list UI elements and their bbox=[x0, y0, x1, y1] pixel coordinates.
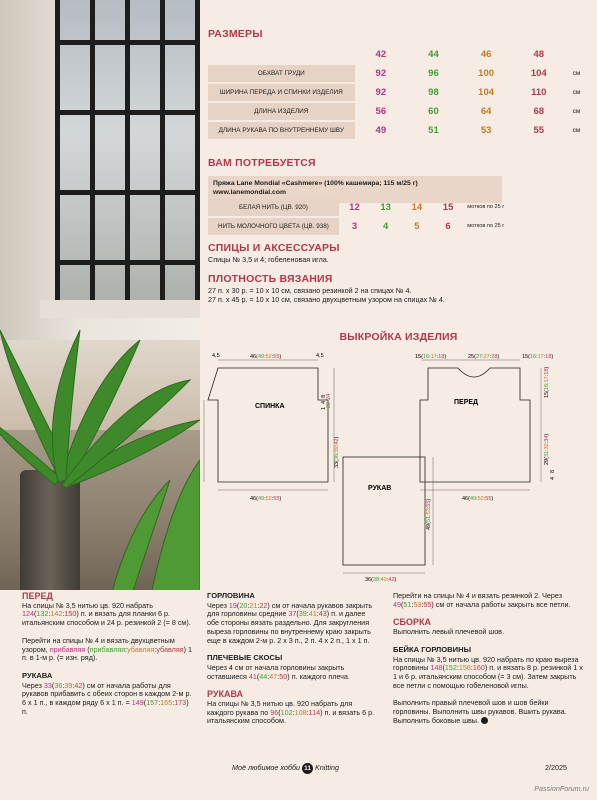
paren-open: ( bbox=[426, 522, 432, 524]
sep: : bbox=[436, 354, 439, 360]
size-value: 33 bbox=[43, 680, 52, 690]
table-cell: 14 bbox=[411, 202, 423, 213]
size-value: 46 bbox=[250, 354, 257, 360]
table-cell: 3 bbox=[351, 221, 358, 232]
sep: : bbox=[271, 354, 274, 360]
sep: : bbox=[264, 496, 266, 502]
yarn-table bbox=[208, 197, 508, 237]
paren-open: ( bbox=[544, 457, 550, 459]
text-run: На спицы № 3,5 нитью цв. 920 набрать bbox=[22, 600, 153, 610]
size-value: 4 bbox=[321, 400, 327, 404]
dim-sleeve-bottom bbox=[365, 577, 396, 583]
paren-close: ) bbox=[334, 436, 340, 439]
table-cell: 13 bbox=[380, 202, 391, 213]
gauge-title: ПЛОТНОСТЬ ВЯЗАНИЯ bbox=[208, 273, 333, 285]
front-paragraph: На спицы № 3,5 нитью цв. 920 набрать 124(132:142:150) п. и вязать для планки 6 р. итальянским способом и 24 р. резинкой 2 (= 8 см). bbox=[22, 600, 191, 628]
sep: : bbox=[536, 354, 538, 360]
table-cell: 68 bbox=[533, 106, 545, 117]
front-label: ПЕРЕД bbox=[454, 399, 479, 406]
text-run: На спицы № 3,5 нитью цв. 920 набрать по краю выреза горловины bbox=[393, 654, 579, 673]
text-run: п. и вязать 8 р. резинкой 1 х 1 и 6 р. итальянским способом (= 3 см). Затем закрыть все петли с помощью гобеленовой иглы. bbox=[393, 663, 583, 690]
sep: : bbox=[429, 354, 431, 360]
size-value: 16 bbox=[544, 383, 550, 391]
size-value: 114 bbox=[308, 707, 321, 717]
size-value: 17 bbox=[544, 376, 550, 383]
row-label: НИТЬ МОЛОЧНОГО ЦВЕТА (ЦВ. 938) bbox=[208, 218, 339, 235]
size-header: 48 bbox=[533, 49, 545, 60]
dim-back-left bbox=[334, 437, 340, 468]
size-value: 1 bbox=[321, 406, 327, 410]
shoulder-heading: ПЛЕЧЕВЫЕ СКОСЫ bbox=[207, 653, 283, 663]
size-value: 42 bbox=[388, 577, 395, 583]
size-value: 152 bbox=[444, 663, 457, 673]
size-value: 50 bbox=[279, 671, 288, 681]
column-1 bbox=[22, 592, 194, 725]
size-value: 36 bbox=[365, 577, 372, 583]
size-value: 17 bbox=[537, 354, 544, 360]
paren-close: ) bbox=[497, 354, 500, 360]
text-run: 1 п. в 1-м р. (= изн. ряд). bbox=[22, 644, 193, 663]
footer-magazine bbox=[232, 763, 339, 774]
size-value: 53 bbox=[413, 599, 422, 609]
yarn-url: www.lanemondial.com bbox=[213, 189, 287, 196]
sep: : bbox=[334, 452, 340, 454]
size-value: 148 bbox=[430, 663, 443, 673]
sleeve-paragraph: На спицы № 3,5 нитью цв. 920 набрать для каждого рукава по 96(102:108:114) п. и вязать 6 р. итальянским способом. bbox=[207, 699, 375, 726]
table-cell: 6 bbox=[445, 221, 451, 232]
size-value: 37 bbox=[288, 609, 297, 619]
size-value: 142 bbox=[50, 609, 63, 619]
paren-close: ) bbox=[279, 496, 282, 502]
paren-close: ) bbox=[551, 354, 554, 360]
size-value: 52 bbox=[265, 496, 272, 502]
sizes-title: РАЗМЕРЫ bbox=[208, 28, 263, 40]
dim-back-right bbox=[326, 394, 332, 408]
size-value: 27 bbox=[483, 354, 490, 360]
size-value: 124 bbox=[22, 609, 34, 619]
gauge-line1: 27 п. х 30 р. = 10 х 10 см, связано резинкой 2 на спицах № 4. bbox=[208, 286, 412, 295]
back-label: СПИНКА bbox=[255, 403, 285, 410]
size-value: 108 bbox=[294, 707, 307, 717]
table-cell: 110 bbox=[531, 87, 547, 98]
size-value: 16 bbox=[422, 354, 430, 360]
column-3 bbox=[393, 592, 583, 734]
table-cell: 96 bbox=[428, 68, 439, 79]
table-cell: 49 bbox=[375, 125, 387, 136]
text-run: см от начала работы закрыть все петли. bbox=[435, 599, 571, 609]
unit-cell: см bbox=[572, 108, 581, 115]
size-value: 49 bbox=[426, 523, 432, 530]
size-value: 25 bbox=[468, 354, 475, 360]
text-run: Перейти на спицы № 4 и вязать резинкой 2. Через bbox=[393, 591, 562, 600]
size-value: 102 bbox=[280, 707, 293, 717]
paren-open: ( bbox=[256, 354, 258, 360]
text-run: На спицы № 3,5 нитью цв. 920 набрать для каждого рукава по bbox=[207, 699, 353, 717]
sep: : bbox=[426, 506, 432, 509]
paren-open: ( bbox=[468, 496, 470, 502]
table-cell: 92 bbox=[375, 87, 387, 98]
sizes-table bbox=[208, 44, 588, 141]
size-value: 40 bbox=[380, 577, 387, 583]
paren-close: ) bbox=[279, 354, 282, 360]
size-value: 28 bbox=[491, 354, 498, 360]
size-value: 33 bbox=[334, 461, 340, 468]
unit-cell: см bbox=[572, 89, 581, 96]
dim-back-top bbox=[250, 354, 281, 360]
unit-cell: см bbox=[572, 70, 581, 77]
size-value: 34 bbox=[544, 435, 550, 442]
paren-close: ) bbox=[394, 577, 397, 583]
paren-close: ) bbox=[426, 498, 432, 501]
size-value: 42 bbox=[334, 438, 340, 445]
assembly-paragraph: Выполнить левый плечевой шов. bbox=[393, 627, 505, 637]
size-value: 21 bbox=[249, 600, 258, 610]
sep: : bbox=[483, 496, 486, 502]
dim-front-tr bbox=[522, 354, 553, 360]
text-run: убавляя bbox=[127, 644, 155, 654]
band-paragraph-2 bbox=[393, 699, 583, 725]
sep: : bbox=[544, 449, 550, 451]
dim-front-bottom bbox=[462, 496, 493, 502]
magazine-brand: Knitting bbox=[315, 763, 339, 772]
table-cell: 5 bbox=[414, 221, 420, 232]
text-run: убавляя bbox=[156, 644, 184, 654]
back-outline bbox=[208, 368, 328, 482]
dim-front-right-a bbox=[544, 367, 550, 398]
size-value: 17 bbox=[430, 354, 437, 360]
paren-close: ) bbox=[544, 366, 550, 369]
size-value: 149 bbox=[131, 698, 144, 708]
pattern-schematic bbox=[200, 340, 597, 585]
size-value: 22 bbox=[326, 401, 332, 408]
dim-sleeve-right bbox=[426, 499, 432, 530]
needles-text: Спицы № 3,5 и 4; гобеленовая игла. bbox=[208, 255, 329, 264]
size-value: 15 bbox=[522, 354, 529, 360]
dim-front-tc bbox=[468, 354, 499, 360]
size-value: 20 bbox=[239, 600, 248, 610]
size-value: 31 bbox=[544, 450, 550, 458]
paren-open: ( bbox=[421, 354, 423, 360]
size-value: 24 bbox=[326, 393, 332, 400]
band-paragraph: На спицы № 3,5 нитью цв. 920 набрать по краю выреза горловины 148(152:156:160) п. и вязать 8 р. резинкой 1 х 1 и 6 р. итальянским способом (= 3 см). Затем закрыть все петли с помощью гобеленовой иглы. bbox=[393, 654, 583, 690]
sizes-header-row bbox=[208, 46, 588, 63]
paren-open: ( bbox=[544, 390, 550, 392]
size-value: 49 bbox=[257, 496, 265, 502]
table-cell: 12 bbox=[349, 202, 360, 213]
size-value: 41 bbox=[308, 609, 317, 619]
photo-interior bbox=[0, 0, 200, 590]
size-value: 132 bbox=[36, 609, 49, 619]
table-row bbox=[208, 218, 508, 235]
size-header: 46 bbox=[480, 49, 492, 60]
size-value: 42 bbox=[74, 680, 83, 690]
size-value: 16 bbox=[529, 354, 537, 360]
text-run: п. и вязать для планки 6 р. итальянским способом и 24 р. резинкой 2 (= 8 см). bbox=[22, 609, 191, 628]
band-heading: БЕЙКА ГОРЛОВИНЫ bbox=[393, 644, 472, 654]
size-value: 36 bbox=[54, 680, 63, 690]
size-value: 15 bbox=[544, 391, 550, 398]
text-run: п. и вязать 6 р. итальянским способом. bbox=[207, 707, 375, 726]
table-cell: 64 bbox=[480, 106, 492, 117]
size-value: 51 bbox=[426, 515, 432, 523]
size-value: 29 bbox=[544, 458, 550, 465]
paren-close: ) bbox=[544, 433, 550, 436]
text-run: Выполнить правый плечевой шов и шов бейки горловины. Выполнить швы рукавов. Вшить рукава. Выполнить боковые швы. bbox=[393, 698, 567, 725]
blank-cell bbox=[565, 46, 588, 63]
size-value: 49 bbox=[257, 354, 265, 360]
table-cell: 60 bbox=[428, 106, 439, 117]
watermark: PassionForum.ru bbox=[534, 784, 589, 793]
size-value: 22 bbox=[259, 600, 268, 610]
text-run: Перейти на спицы № 4 и вязать двухцветным узором, bbox=[22, 635, 175, 654]
paren-open: ( bbox=[256, 496, 258, 502]
paren-open: ( bbox=[334, 460, 340, 462]
sleeve-heading: РУКАВА bbox=[207, 689, 244, 700]
size-value: 53 bbox=[426, 508, 432, 515]
materials-title: ВАМ ПОТРЕБУЕТСЯ bbox=[208, 157, 316, 169]
text-run: п. каждого плеча. bbox=[291, 671, 350, 681]
size-value: 55 bbox=[485, 496, 492, 502]
size-value: 47 bbox=[269, 671, 278, 681]
unit-cell: мотков по 25 г bbox=[467, 223, 505, 230]
text-run: п. bbox=[22, 706, 28, 716]
size-value: 46 bbox=[462, 496, 469, 502]
row-label: ДЛИНА РУКАВА ПО ВНУТРЕННЕМУ ШВУ bbox=[208, 122, 355, 139]
table-cell: 98 bbox=[428, 87, 439, 98]
dim-front-right-b bbox=[544, 434, 550, 465]
table-cell: 51 bbox=[428, 125, 439, 136]
text-run: Через bbox=[207, 600, 227, 610]
table-cell: 104 bbox=[478, 87, 495, 98]
schematic-title: ВЫКРОЙКА ИЗДЕЛИЯ bbox=[339, 331, 458, 343]
neck-heading: ГОРЛОВИНА bbox=[207, 591, 255, 600]
size-value: 18 bbox=[438, 354, 445, 360]
dim-back-side-right: 4,5 bbox=[316, 353, 324, 359]
sep: : bbox=[544, 382, 550, 384]
table-row bbox=[208, 103, 588, 120]
size-value: 19 bbox=[228, 600, 237, 610]
paren-open: ( bbox=[528, 354, 530, 360]
size-value: 39 bbox=[64, 680, 73, 690]
sep: : bbox=[379, 577, 381, 583]
size-value: 4 bbox=[550, 476, 556, 480]
size-value: 32 bbox=[544, 443, 550, 450]
size-value: 51 bbox=[403, 599, 412, 609]
dim-back-bottom bbox=[250, 496, 281, 502]
gauge-line2: 27 п. х 45 р. = 10 х 10 см, связано двухцветным узором на спицах № 4. bbox=[208, 295, 445, 304]
table-row bbox=[208, 84, 588, 101]
assembly-heading: СБОРКА bbox=[393, 617, 431, 628]
needles-title: СПИЦЫ И АКСЕССУАРЫ bbox=[208, 242, 340, 254]
arm-paragraph: Через 33(36:39:42) см от начала работы для рукавов прибавить с обеих сторон в каждом 2-м р. 6 х 1 п., в каждом ряду 6 х 1 п. = 149(157:165:173) п. bbox=[22, 680, 192, 716]
size-value: 46 bbox=[250, 496, 257, 502]
dim-front-tl bbox=[415, 354, 446, 360]
paren-close: ) bbox=[444, 354, 447, 360]
table-row bbox=[208, 199, 508, 216]
paren-close: ) bbox=[491, 496, 494, 502]
text-run: прибавляя bbox=[89, 644, 126, 654]
blank-cell bbox=[208, 46, 355, 63]
size-value: 43 bbox=[318, 609, 327, 619]
text-run: Через 4 см от начала горловины закрыть оставшиеся bbox=[207, 662, 345, 681]
front-paragraph-2: Перейти на спицы № 4 и вязать двухцветным узором, прибавляя (прибавляя:убавляя:убавляя) 1 п. в 1-м р. (= изн. ряд). bbox=[22, 635, 193, 663]
size-value: 36 bbox=[334, 453, 340, 461]
size-value: 150 bbox=[64, 609, 77, 619]
sep: : bbox=[271, 496, 274, 502]
size-value: 41 bbox=[248, 671, 257, 681]
size-value: 165 bbox=[160, 698, 173, 708]
size-header: 42 bbox=[375, 49, 387, 60]
text-run: см от начала рукавов закрыть для горловины средние bbox=[207, 600, 373, 619]
unit-cell: мотков по 25 г bbox=[467, 204, 505, 211]
sleeve-label: РУКАВ bbox=[368, 485, 392, 492]
table-cell: 15 bbox=[442, 202, 454, 213]
row-label: ОБХВАТ ГРУДИ bbox=[208, 65, 355, 82]
sleeve-outline bbox=[343, 457, 425, 565]
page-number: 11 bbox=[302, 763, 313, 774]
sep: : bbox=[482, 354, 484, 360]
size-value: 157 bbox=[146, 698, 159, 708]
size-value: 55 bbox=[273, 354, 280, 360]
table-row bbox=[208, 65, 588, 82]
sep: : bbox=[426, 514, 432, 516]
yarn-name: Пряжа Lane Mondial «Cashmere» (100% кашемира; 115 м/25 г) bbox=[213, 180, 418, 187]
front-heading: ПЕРЕД bbox=[22, 591, 53, 601]
dim-front-right-c bbox=[550, 470, 556, 480]
size-value: 96 bbox=[270, 707, 279, 717]
size-value: 8 bbox=[550, 469, 556, 473]
sep: : bbox=[489, 354, 492, 360]
size-value: 160 bbox=[472, 663, 485, 673]
table-cell: 55 bbox=[533, 125, 545, 136]
row-label: ШИРИНА ПЕРЕДА И СПИНКИ ИЗДЕЛИЯ bbox=[208, 84, 355, 101]
sep: : bbox=[476, 496, 478, 502]
size-value: 39 bbox=[298, 609, 307, 619]
size-value: 44 bbox=[259, 671, 268, 681]
unit-cell: см bbox=[572, 127, 581, 134]
front-outline bbox=[420, 368, 530, 482]
size-value: 15 bbox=[415, 354, 422, 360]
table-row bbox=[208, 122, 588, 139]
sep: : bbox=[334, 444, 340, 447]
neck-paragraph: Через 19(20:21:22) см от начала рукавов закрыть для горловины средние 37(39:41:43) п. и далее обе стороны вязать раздельно. Для закругления выреза горловины по внутреннему краю закрыть еще в каждом 2-м р. 2 х 3 п., 2 п. 4 х 2 п., 1 х 1 п. bbox=[207, 600, 373, 645]
sep: : bbox=[544, 441, 550, 444]
table-cell: 100 bbox=[478, 68, 495, 79]
text-run: см от начала работы для рукавов прибавить с обеих сторон в каждом 2-м р. 6 х 1 п., в каждом ряду 6 х 1 п. = bbox=[22, 680, 192, 708]
size-value: 18 bbox=[544, 368, 550, 375]
paren-open: ( bbox=[371, 577, 373, 583]
text-run: Через bbox=[22, 680, 42, 690]
sep: : bbox=[544, 374, 550, 377]
size-value: 55 bbox=[426, 500, 432, 507]
text-run: п. и далее обе стороны вязать раздельно. Для закругления выреза горловины по внутреннему краю закрыть еще в каждом 2-м р. 2 х 3 п., 2 п. 4 х 2 п., 1 х 1 п. bbox=[207, 609, 371, 645]
size-value: 173 bbox=[174, 698, 187, 708]
sep: : bbox=[386, 577, 389, 583]
size-value: 8 bbox=[321, 394, 327, 398]
table-cell: 56 bbox=[375, 106, 387, 117]
size-value: 55 bbox=[423, 599, 432, 609]
size-value: 49 bbox=[469, 496, 477, 502]
row-label: ДЛИНА ИЗДЕЛИЯ bbox=[208, 103, 355, 120]
footer-issue: 2/2025 bbox=[545, 763, 567, 772]
shoulder-paragraph: Через 4 см от начала горловины закрыть оставшиеся 41(44:47:50) п. каждого плеча. bbox=[207, 662, 350, 681]
sep: : bbox=[264, 354, 266, 360]
table-cell: 4 bbox=[383, 221, 389, 232]
plant-leaves bbox=[0, 0, 200, 590]
table-cell: 53 bbox=[480, 125, 492, 136]
magazine-name: Моё любимое хобби bbox=[232, 763, 300, 772]
size-value: 27 bbox=[475, 354, 483, 360]
table-cell: 92 bbox=[375, 68, 387, 79]
size-value: 52 bbox=[265, 354, 272, 360]
arm-heading: РУКАВА bbox=[22, 670, 53, 680]
size-value: 49 bbox=[393, 599, 401, 609]
size-value: 52 bbox=[477, 496, 484, 502]
size-value: 18 bbox=[545, 354, 552, 360]
size-value: 38 bbox=[372, 577, 380, 583]
size-header: 44 bbox=[428, 49, 439, 60]
text-run: прибавляя bbox=[49, 644, 86, 654]
dim-back-side-left: 4,5 bbox=[212, 353, 220, 359]
size-value: 55 bbox=[273, 496, 280, 502]
column-2 bbox=[207, 592, 379, 735]
sep: : bbox=[543, 354, 546, 360]
paren-open: ( bbox=[474, 354, 476, 360]
size-value: 39 bbox=[334, 446, 340, 453]
size-value: 156 bbox=[458, 663, 471, 673]
row-label: БЕЛАЯ НИТЬ (ЦВ. 920) bbox=[208, 199, 339, 216]
end-mark-icon bbox=[481, 717, 488, 724]
sleeve-paragraph-2: Перейти на спицы № 4 и вязать резинкой 2. Через 49(51:53:55) см от начала работы закрыть все петли. bbox=[393, 591, 571, 609]
table-cell: 104 bbox=[530, 68, 547, 79]
